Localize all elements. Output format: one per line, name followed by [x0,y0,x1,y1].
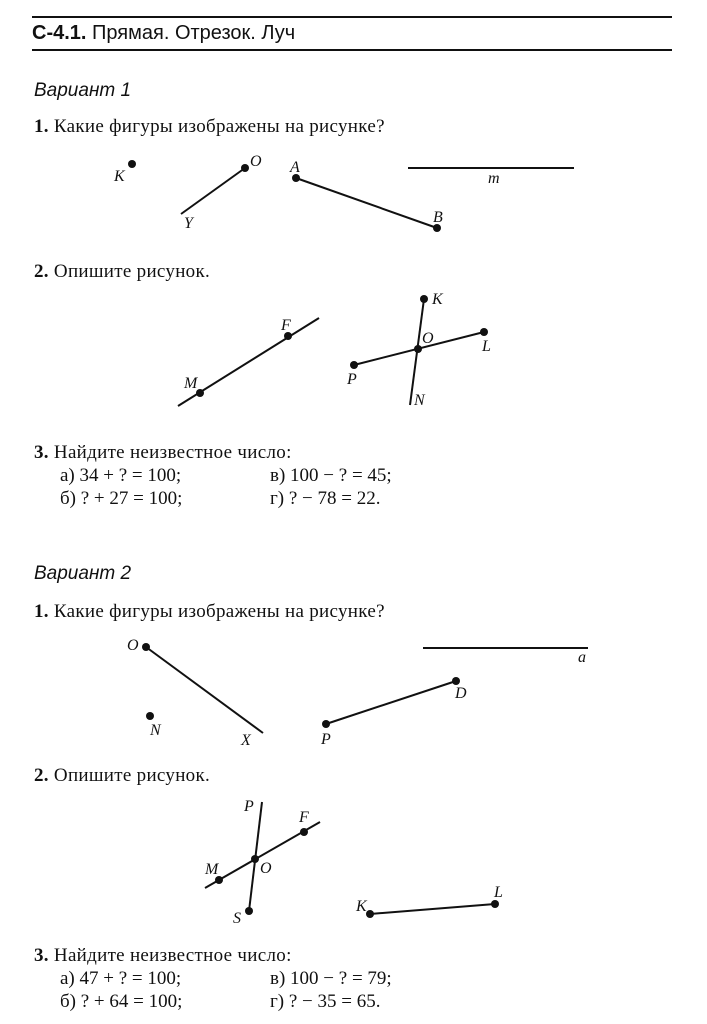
v2-point-k [366,910,374,918]
v1-label-k2: K [432,291,443,308]
v2-label-f: F [299,809,309,826]
v2-point-s [245,907,253,915]
v2-task2-text: Опишите рисунок. [53,765,211,786]
v2-label-k: K [356,898,367,915]
v1-label-m: m [488,170,500,187]
v1-task1-text: Какие фигуры изображены на рисунке? [53,116,385,137]
v2-label-s: S [233,910,241,927]
v2-label-l: L [494,884,503,901]
v2-label-n: N [150,722,161,739]
variant-1-title: Вариант 1 [34,80,132,101]
v2-eq-b: б) ? + 64 = 100; [60,991,183,1012]
v2-task3 [34,945,292,967]
v1-label-b: B [433,209,443,226]
v2-label-a: a [578,649,586,666]
v1-label-f: F [281,317,291,334]
v1-task2-text: Опишите рисунок. [53,261,211,282]
v2-eq-a: а) 47 + ? = 100; [60,968,182,989]
v1-eq-g: г) ? − 78 = 22. [270,488,381,509]
v2-point-l [491,900,499,908]
v2-task1-number: 1. [34,601,49,622]
v2-eq-g: г) ? − 35 = 65. [270,991,381,1012]
v1-label-p: P [347,371,357,388]
v2-label-o2: O [260,860,272,877]
v2-label-o: O [127,637,139,654]
v1-task3-number: 3. [34,442,49,463]
v1-label-a: A [290,159,300,176]
v2-task2-number: 2. [34,765,49,786]
v1-label-y: Y [184,215,193,232]
v1-task2-number: 2. [34,261,49,282]
section-code: С-4.1. [32,22,87,44]
section-title: Прямая. Отрезок. Луч [92,22,296,44]
v1-label-o2: O [422,330,434,347]
v2-label-p: P [321,731,331,748]
variant-2-title: Вариант 2 [34,563,132,584]
v2-point-f [300,828,308,836]
v2-label-m: M [205,861,219,878]
v2-label-x: X [241,732,251,749]
v2-task1-text: Какие фигуры изображены на рисунке? [53,601,385,622]
v2-label-p2: P [244,798,254,815]
v2-label-d: D [455,685,467,702]
v1-label-o: O [250,153,262,170]
v1-label-m2: M [184,375,198,392]
v1-label-k: K [114,168,125,185]
v2-task3-text: Найдите неизвестное число: [53,945,292,966]
v1-task3-text: Найдите неизвестное число: [53,442,292,463]
v2-eq-v: в) 100 − ? = 79; [270,968,392,989]
v1-eq-b: б) ? + 27 = 100; [60,488,183,509]
v2-task3-number: 3. [34,945,49,966]
v1-label-n: N [414,392,425,409]
v1-eq-a: а) 34 + ? = 100; [60,465,182,486]
v2-point-o2 [251,855,259,863]
v1-label-l: L [482,338,491,355]
v2-segment-kl [370,904,495,914]
v1-task1-number: 1. [34,116,49,137]
v1-eq-v: в) 100 − ? = 45; [270,465,392,486]
